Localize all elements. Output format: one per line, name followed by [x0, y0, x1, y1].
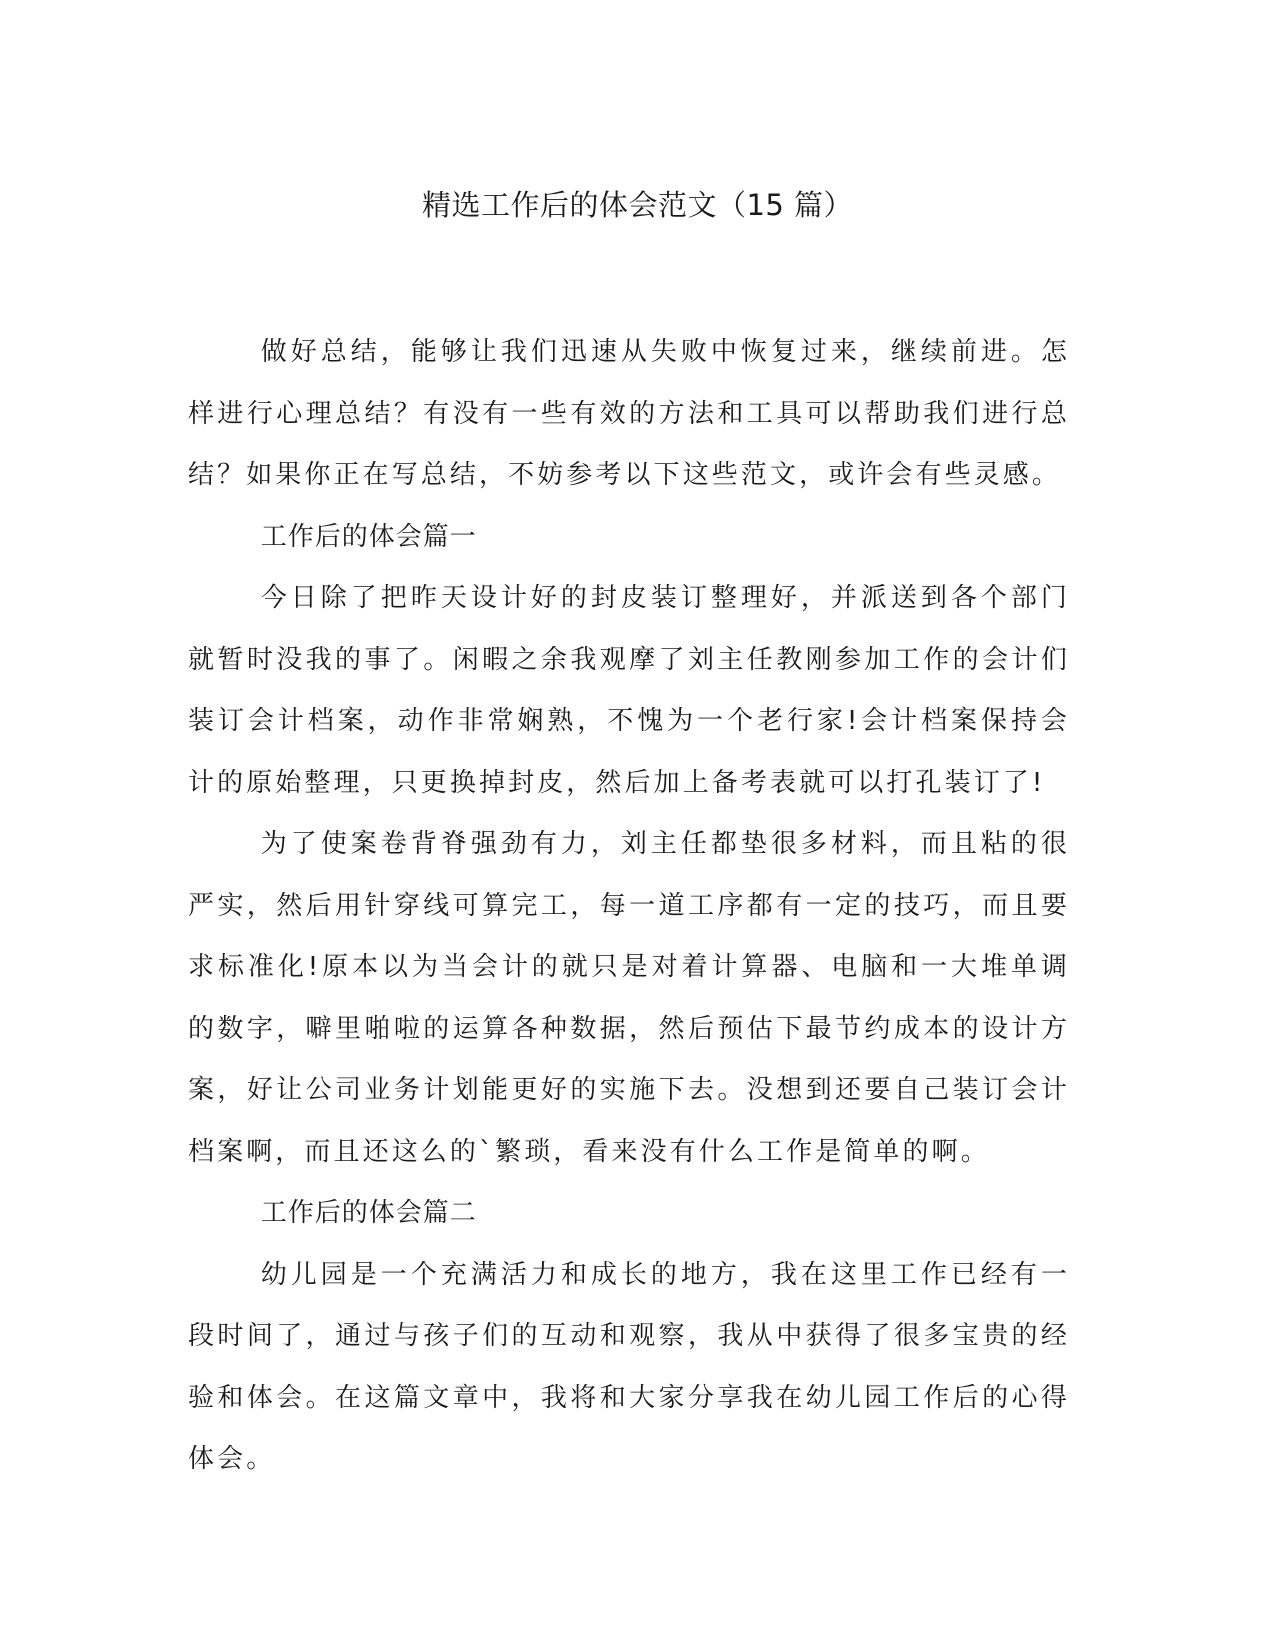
document-body	[188, 322, 1070, 1491]
section-1-paragraph: 今日除了把昨天设计好的封皮装订整理好，并派送到各个部门就暂时没我的事了。闲暇之余我观摩了刘主任教刚参加工作的会计们装订会计档案，动作非常娴熟，不愧为一个老行家!会计档案保持会计的原始整理，只更换掉封皮，然后加上备考表就可以打孔装订了!	[188, 583, 1070, 798]
intro-paragraph: 做好总结，能够让我们迅速从失败中恢复过来，继续前进。怎样进行心理总结？有没有一些有效的方法和工具可以帮助我们进行总结？如果你正在写总结，不妨参考以下这些范文，或许会有些灵感。	[188, 337, 1070, 490]
section-2-paragraph: 幼儿园是一个充满活力和成长的地方，我在这里工作已经有一段时间了，通过与孩子们的互动和观察，我从中获得了很多宝贵的经验和体会。在这篇文章中，我将和大家分享我在幼儿园工作后的心得体会。	[188, 1259, 1070, 1474]
document-title: 精选工作后的体会范文（15 篇）	[421, 188, 854, 222]
section-heading-2: 工作后的体会篇二	[260, 1198, 477, 1228]
section-heading-1: 工作后的体会篇一	[260, 521, 477, 552]
section-1-paragraph: 为了使案卷背脊强劲有力，刘主任都垫很多材料，而且粘的很严实，然后用针穿线可算完工，每一道工序都有一定的技巧，而且要求标准化!原本以为当会计的就只是对着计算器、电脑和一大堆单调的数字，噼里啪啦的运算各种数据，然后预估下最节约成本的设计方案，好让公司业务计划能更好的实施下去。没想到还要自己装订会计档案啊，而且还这么的`繁琐，看来没有什么工作是简单的啊。	[188, 829, 1070, 1167]
